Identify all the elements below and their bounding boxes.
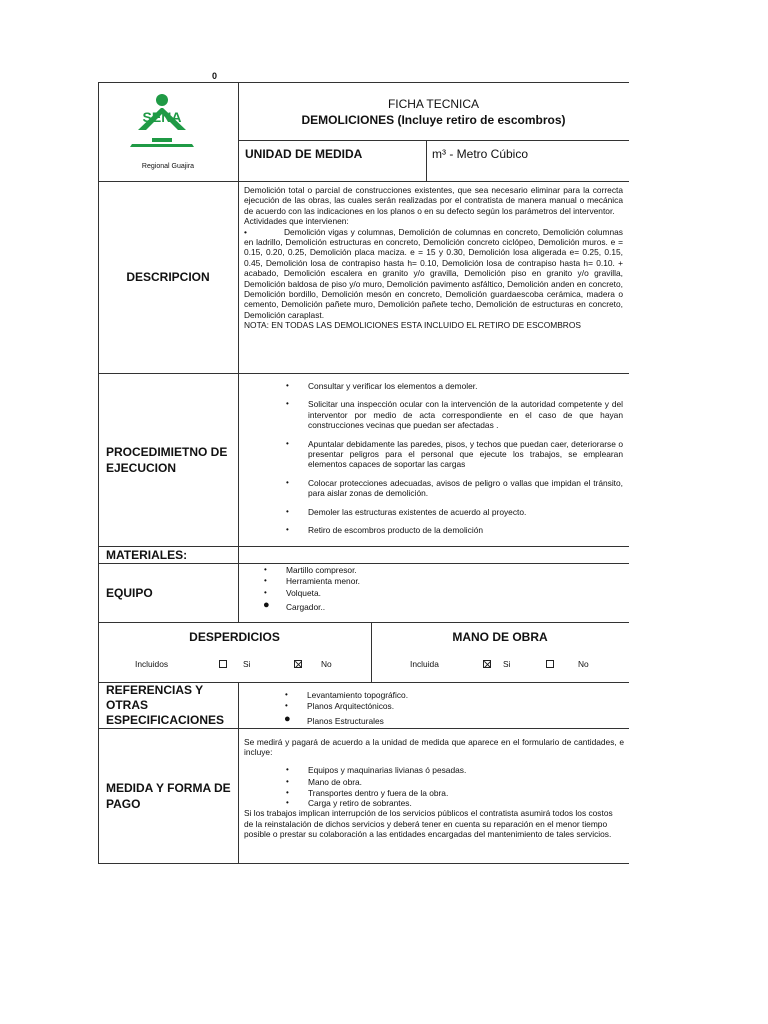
title-line-1: FICHA TECNICA xyxy=(387,97,480,111)
desperdicios-no-checkbox[interactable] xyxy=(294,660,302,668)
medida-item: • Transportes dentro y fuera de la obra. xyxy=(286,787,449,798)
referencia-item: • Planos Arquitectónicos. xyxy=(285,701,395,712)
mano-obra-si-checkbox[interactable] xyxy=(483,660,491,668)
bullet-icon: • xyxy=(286,399,289,409)
mano-obra-no-checkbox[interactable] xyxy=(546,660,554,668)
sena-logo xyxy=(112,92,210,154)
medida-item: • Mano de obra. xyxy=(286,777,363,788)
referencias-list xyxy=(284,690,607,726)
logo-text: SENA xyxy=(142,109,182,125)
activities-text xyxy=(244,227,623,321)
document-title xyxy=(238,96,629,128)
bullet-icon: • xyxy=(264,587,267,597)
procedimiento-label: PROCEDIMIETNO DE EJECUCION xyxy=(106,445,228,475)
referencia-item: ● Planos Estructurales xyxy=(284,712,384,726)
desperdicios-field: Incluidos xyxy=(135,659,169,669)
desperdicios-label: DESPERDICIOS xyxy=(189,630,280,644)
bullet-icon: • xyxy=(286,438,289,448)
equipo-item: • Martillo compresor. xyxy=(264,565,357,575)
desperdicios-si-checkbox[interactable] xyxy=(219,660,227,668)
mano-obra-no-label: No xyxy=(578,659,589,669)
bullet-icon: • xyxy=(286,787,289,797)
equipo-label: EQUIPO xyxy=(106,586,153,600)
medida-list xyxy=(286,764,608,809)
mano-obra-si-label: Si xyxy=(503,659,511,669)
equipo-list xyxy=(263,565,586,613)
descripcion-label: DESCRIPCION xyxy=(126,270,210,284)
unit-label: UNIDAD DE MEDIDA xyxy=(245,147,363,161)
bullet-icon: • xyxy=(286,798,289,808)
bullet-icon: ● xyxy=(284,712,291,725)
medida-content xyxy=(244,737,624,840)
bullet-icon: • xyxy=(286,777,289,787)
page-number: 0 xyxy=(212,71,218,81)
equipo-item: • Volqueta. xyxy=(264,587,321,598)
procedure-steps xyxy=(286,381,623,536)
descripcion-intro: Demolición total o parcial de construcciones existentes, que sea necesario eliminar para la correcta ejecución de las obras, las cuales serán realizadas por el contratista de manera manual o mecánica de acuerdo con las indicaciones en los planos o en su defecto según los parámetros del interventor. xyxy=(244,185,623,216)
mano-obra-label: MANO DE OBRA xyxy=(452,630,548,644)
procedure-step: • Consultar y verificar los elementos a demoler. xyxy=(286,381,478,391)
desperdicios-no-label: No xyxy=(321,659,332,669)
procedure-step: • Colocar protecciones adecuadas, avisos de peligro o vallas que impidan el tránsito, para aislar zonas de demolición. xyxy=(286,477,623,499)
activities-heading: Actividades que intervienen: xyxy=(244,216,349,227)
mano-obra-field: Incluida xyxy=(410,659,439,669)
note-text: NOTA: EN TODAS LAS DEMOLICIONES ESTA INCLUIDO EL RETIRO DE ESCOMBROS xyxy=(244,320,581,331)
title-line-2: DEMOLICIONES (Incluye retiro de escombros) xyxy=(301,113,566,127)
activities-list: Demolición vigas y columnas, Demolición de columnas en concreto, Demolición columnas en ladrillo, Demolición estructuras en concreto, Demolición concreto ciclópeo, Demolición muros. e = 0.15, 0.20, 0.25, Demolición placa maciza. e = 15 y 0.30, Demolición losa aligerada e= 0.25, 0.15, 0.45, Demolición losa de contrapiso hasta h= 0.10, Demolición losa de contrapiso hasta h= 0.10. + acabado, Demolición escalera en granito y/o gravilla, Demolición piso en granito y/o gravilla, Demolición baldosa de piso y/o muro, Demolición pavimento asfáltico, Demolición anden en concreto, Demolición bordillo, Demolición mesón en concreto, Demolición guardaescoba cerámica, madera o cemento, Demolición pañete muro, Demolición pañete techo, Demolición de estructuras en concreto, Demolición caraplast. xyxy=(244,226,623,320)
unit-value: m³ - Metro Cúbico xyxy=(432,147,529,161)
bullet-icon: • xyxy=(264,576,267,586)
region-label: Regional Guajira xyxy=(141,163,195,170)
referencias-label: REFERENCIAS Y OTRAS ESPECIFICACIONES xyxy=(106,683,225,727)
procedure-step: • Solicitar una inspección ocular con la intervención de la autoridad competente y del interventor por medio de acta correspondiente en el caso de que hayan construcciones vecinas que puedan ser afectadas . xyxy=(286,399,623,431)
medida-item: • Equipos y maquinarias livianas ó pesadas. xyxy=(286,764,467,775)
equipo-item: • Herramienta menor. xyxy=(264,576,361,587)
descripcion-content xyxy=(244,185,623,331)
bullet-icon: ● xyxy=(263,599,270,612)
medida-label: MEDIDA Y FORMA DE PAGO xyxy=(106,781,231,811)
referencia-item: • Levantamiento topográfico. xyxy=(285,690,409,700)
bullet-icon: • xyxy=(244,226,247,237)
materiales-label: MATERIALES: xyxy=(106,548,188,562)
bullet-icon: • xyxy=(286,525,289,535)
bullet-icon: • xyxy=(264,565,267,574)
bullet-icon: • xyxy=(286,381,289,390)
medida-closing: Si los trabajos implican interrupción de los servicios públicos el contratista asumirá todos los costos de la reinstalación de dichos servicios y deberá tener en cuenta su reparación en el menor tiempo posible o prestar su colaboración a las entidades encargadas del mantenimiento de tales servicios. xyxy=(244,808,613,840)
bullet-icon: • xyxy=(285,690,288,699)
medida-item: • Carga y retiro de sobrantes. xyxy=(286,798,412,809)
desperdicios-si-label: Si xyxy=(243,659,251,669)
procedure-step: • Demoler las estructuras existentes de acuerdo al proyecto. xyxy=(286,506,527,517)
bullet-icon: • xyxy=(285,701,288,711)
medida-intro: Se medirá y pagará de acuerdo a la unidad de medida que aparece en el formulario de cantidades, e incluye: xyxy=(244,737,624,758)
bullet-icon: • xyxy=(286,506,289,516)
bullet-icon: • xyxy=(286,764,289,774)
procedure-step: • Retiro de escombros producto de la demolición xyxy=(286,525,484,536)
bullet-icon: • xyxy=(286,477,289,487)
equipo-item: ● Cargador.. xyxy=(263,599,326,613)
procedure-step: • Apuntalar debidamente las paredes, pisos, y techos que puedan caer, deteriorarse o presentar peligros para el personal que ejecute los trabajos, se emplearan elementos capaces de soportar las cargas xyxy=(286,438,623,470)
